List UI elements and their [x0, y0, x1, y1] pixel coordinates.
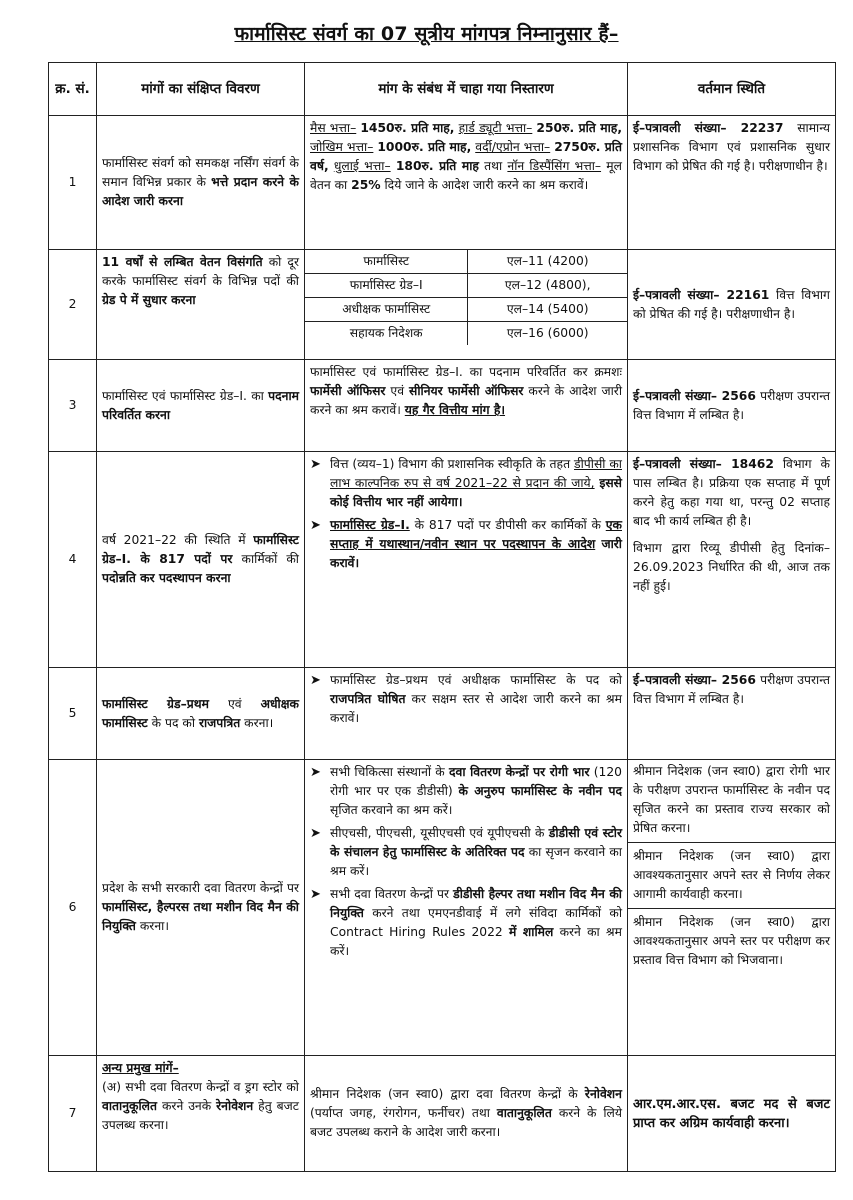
resolution-text: दिये जाने के आदेश जारी करने का श्रम करावें।	[384, 178, 589, 192]
allowance-amount: 25%	[351, 178, 381, 192]
resolution-emphasis: डीपीसी का लाभ काल्पनिक रुप से वर्ष 2021–22 से प्रदान की जाये,	[330, 457, 622, 490]
status-text: वित्त विभाग को प्रेषित की गई है। परीक्षणाधीन है।	[633, 287, 830, 321]
row-resolution	[305, 1056, 628, 1172]
grade-row	[305, 322, 627, 346]
resolution-text: सभी चिकित्सा संस्थानों के	[330, 765, 445, 779]
demand-highlight: भत्ते प्रदान करने के आदेश जारी करना	[102, 175, 299, 208]
status-label: ई–पत्रावली संख्या– 2566	[633, 388, 756, 403]
list-item	[310, 763, 622, 820]
table-header-row	[49, 63, 836, 116]
table-row	[49, 360, 836, 452]
grade-post: सहायक निदेशक	[305, 322, 468, 346]
resolution-text: सीएचसी, पीएचसी, यूसीएचसी एवं यूपीएचसी के	[330, 826, 545, 840]
resolution-text: फार्मासिस्ट ग्रेड–प्रथम एवं अधीक्षक फार्मासिस्ट के पद को	[330, 673, 622, 687]
resolution-text: वित्त (व्यय–1) विभाग की प्रशासनिक स्वीकृति के तहत	[330, 457, 571, 471]
status-label: ई–पत्रावली संख्या– 22237	[633, 121, 784, 135]
row-demand	[97, 1056, 305, 1172]
grade-level: एल–14 (5400)	[468, 298, 627, 322]
resolution-list	[310, 671, 622, 728]
header-sn: क्र. सं.	[49, 63, 97, 116]
row-sn: 7	[49, 1056, 97, 1172]
grade-post: अधीक्षक फार्मासिस्ट	[305, 298, 468, 322]
allowance-name: जोखिम भत्ता–	[310, 140, 374, 154]
arrow-bullet-icon: ➤	[310, 887, 321, 902]
demand-highlight: 11 वर्षों से लम्बित वेतन विसंगति	[102, 255, 263, 269]
resolution-text: एवं	[390, 384, 405, 398]
allowance-name: हार्ड ड्यूटी भत्ता–	[458, 121, 533, 135]
arrow-bullet-icon: ➤	[310, 826, 321, 841]
grade-row	[305, 274, 627, 298]
row-demand	[97, 668, 305, 760]
row-demand	[97, 250, 305, 360]
allowance-name: नॉन डिस्पैंसिंग भत्ता–	[507, 159, 602, 173]
resolution-highlight: के अनुरुप फार्मासिस्ट के नवीन पद	[458, 784, 622, 798]
row-resolution	[305, 668, 628, 760]
status-text: परीक्षण उपरान्त वित्त विभाग में लम्बित है।	[633, 673, 830, 706]
table-row	[49, 452, 836, 668]
resolution-text: का सृजन करवाने का श्रम करें।	[330, 845, 622, 878]
status-text: विभाग द्वारा रिव्यू डीपीसी हेतु दिनांक–26.09.2023 निर्धारित की थी, आज तक नहीं हुई।	[633, 541, 830, 593]
resolution-text: सभी दवा वितरण केन्द्रों पर	[330, 887, 450, 901]
demand-highlight: पदोन्नति कर पदस्थापन करना	[102, 571, 231, 585]
row-resolution	[305, 452, 628, 668]
row-resolution	[305, 250, 628, 360]
row-demand	[97, 760, 305, 1056]
row-sn: 4	[49, 452, 97, 668]
status-text: विभाग के पास लम्बित है। प्रक्रिया एक सप्ताह में पूर्ण करने हेतु कहा गया था, परन्तु 02 सप्ताह बाद भी कार्य लम्बित ही है।	[633, 457, 830, 528]
non-financial-note: यह गैर वित्तीय मांग है।	[404, 403, 506, 417]
resolution-highlight: दवा वितरण केन्द्रों पर रोगी भार	[448, 765, 590, 779]
grade-post: फार्मासिस्ट	[305, 250, 468, 274]
resolution-highlight: में शामिल	[508, 925, 554, 939]
resolution-list	[310, 763, 622, 961]
row-status	[628, 668, 836, 760]
row-resolution	[305, 360, 628, 452]
row-status	[628, 452, 836, 668]
divider	[628, 908, 835, 909]
table-row	[49, 116, 836, 250]
status-text: श्रीमान निदेशक (जन स्वा0) द्वारा आवश्यकतानुसार अपने स्तर से निर्णय लेकर आगामी कार्यवाही करना।	[633, 849, 830, 901]
header-status: वर्तमान स्थिति	[628, 63, 836, 116]
arrow-bullet-icon: ➤	[310, 673, 321, 688]
resolution-highlight: डीडीसी एवं स्टोर के संचालन हेतु फार्मासिस्ट के अतिरिक्त पद	[330, 826, 622, 859]
resolution-text: करने का श्रम करें।	[330, 925, 622, 958]
row-resolution	[305, 116, 628, 250]
table-row	[49, 250, 836, 360]
resolution-list	[310, 455, 622, 573]
grade-level: एल–12 (4800),	[468, 274, 627, 298]
status-text: आर.एम.आर.एस. बजट मद से बजट प्राप्त कर अग्रिम कार्यवाही करना।	[633, 1096, 830, 1131]
allowance-amount: 2750रु. प्रति वर्ष,	[310, 140, 622, 173]
designation-new: सीनियर फार्मेसी ऑफिसर	[409, 384, 524, 398]
grade-pay-table	[305, 250, 627, 345]
resolution-highlight: इससे कोई वित्तीय भार नहीं आयेगा।	[330, 476, 622, 509]
designation-new: फार्मेसी ऑफिसर	[310, 384, 386, 398]
demand-text: के पद को	[151, 715, 196, 730]
demand-text: हेतु बजट उपलब्ध करना।	[102, 1099, 299, 1132]
demand-heading: अन्य प्रमुख मांगें–	[102, 1061, 179, 1075]
resolution-text: करने तथा एमएनडीवाई में लगे संविदा कार्मिकों को Contract Hiring Rules 2022	[330, 906, 622, 939]
status-text: श्रीमान निदेशक (जन स्वा0) द्वारा रोगी भार के परीक्षण उपरान्त फार्मासिस्ट के नवीन पद सृजित करने का प्रस्ताव राज्य सरकार को प्रेषित करना।	[633, 764, 830, 835]
row-demand	[97, 452, 305, 668]
resolution-text: के 817 पदों पर डीपीसी कर कार्मिकों के	[414, 518, 601, 532]
table-row	[49, 760, 836, 1056]
resolution-text: श्रीमान निदेशक (जन स्वा0) द्वारा दवा वितरण केन्द्रों के	[310, 1087, 578, 1101]
demand-highlight: रेनोवेशन	[216, 1099, 254, 1113]
allowance-name: वर्दी/एप्रोन भत्ता–	[475, 140, 551, 154]
demand-text: एवं	[227, 696, 242, 711]
list-item	[310, 824, 622, 881]
resolution-text: तथा	[484, 159, 503, 173]
demand-highlight: राजपत्रित	[198, 715, 241, 730]
status-text: सामान्य प्रशासनिक विभाग एवं प्रशासनिक सुधार विभाग को प्रेषित की गई है। परीक्षणाधीन है।	[633, 121, 830, 173]
table-row	[49, 1056, 836, 1172]
grade-level: एल–11 (4200)	[468, 250, 627, 274]
row-status	[628, 360, 836, 452]
demand-text: करना।	[139, 919, 170, 933]
list-item	[310, 516, 622, 573]
allowance-name: मैस भत्ता–	[310, 121, 357, 135]
table-row	[49, 668, 836, 760]
demands-table	[48, 62, 836, 1172]
demand-text: करना।	[244, 715, 274, 730]
row-demand	[97, 360, 305, 452]
allowance-amount: 1000रु. प्रति माह,	[377, 140, 472, 154]
resolution-text: फार्मासिस्ट एवं फार्मासिस्ट ग्रेड–I. का पदनाम परिवर्तित कर क्रमशः	[310, 365, 622, 379]
status-label: ई–पत्रावली संख्या– 2566	[633, 673, 756, 687]
demand-highlight: फार्मासिस्ट ग्रेड–प्रथम	[102, 696, 209, 711]
resolution-text: मूल वेतन का	[310, 159, 622, 192]
demand-highlight: फार्मासिस्ट, हैल्परस तथा मशीन विद मैन की नियुक्ति	[102, 900, 299, 933]
demand-text: करने उनके	[161, 1099, 212, 1113]
row-status	[628, 250, 836, 360]
allowance-amount: 250रु. प्रति माह,	[536, 121, 622, 135]
resolution-highlight: फार्मासिस्ट ग्रेड–I.	[330, 518, 410, 532]
row-status	[628, 760, 836, 1056]
status-block	[633, 455, 830, 531]
resolution-text: सृजित करवाने का श्रम करें।	[330, 803, 453, 817]
demand-highlight: वातानुकूलित	[102, 1099, 158, 1113]
row-sn: 3	[49, 360, 97, 452]
status-label: ई–पत्रावली संख्या– 22161	[633, 287, 770, 302]
row-sn: 6	[49, 760, 97, 1056]
list-item	[310, 885, 622, 961]
demand-highlight: ग्रेड पे में सुधार करना	[102, 293, 196, 307]
resolution-text: (पर्याप्त जगह, रंगरोगन, फर्नीचर) तथा	[310, 1106, 490, 1120]
row-resolution	[305, 760, 628, 1056]
list-item	[310, 671, 622, 728]
header-resolution: मांग के संबंध में चाहा गया निस्तारण	[305, 63, 628, 116]
header-demand: मांगों का संक्षिप्त विवरण	[97, 63, 305, 116]
demand-highlight: पदनाम परिवर्तित करना	[102, 388, 299, 422]
status-label: ई–पत्रावली संख्या– 18462	[633, 457, 774, 471]
arrow-bullet-icon: ➤	[310, 518, 321, 533]
allowance-amount: 1450रु. प्रति माह,	[360, 121, 455, 135]
arrow-bullet-icon: ➤	[310, 765, 321, 780]
demand-highlight: अधीक्षक फार्मासिस्ट	[102, 696, 299, 730]
list-item	[310, 455, 622, 512]
resolution-text: कर सक्षम स्तर से आदेश जारी करने का श्रम करावें।	[330, 692, 622, 725]
grade-level: एल–16 (6000)	[468, 322, 627, 346]
row-sn: 5	[49, 668, 97, 760]
demand-text: फार्मासिस्ट संवर्ग को समकक्ष नर्सिंग संवर्ग के समान विभिन्न प्रकार के	[102, 156, 299, 189]
divider	[628, 842, 835, 843]
demand-text: वर्ष 2021–22 की स्थिति में	[102, 533, 246, 547]
arrow-bullet-icon: ➤	[310, 457, 321, 472]
grade-post: फार्मासिस्ट ग्रेड–I	[305, 274, 468, 298]
resolution-text: (120 रोगी भार पर एक डीडीसी)	[330, 765, 623, 798]
resolution-text: करने के लिये बजट उपलब्ध कराने के आदेश जारी करना।	[310, 1106, 622, 1139]
demand-text: को दूर करके फार्मासिस्ट संवर्ग के विभिन्न पदों की	[102, 255, 299, 288]
demand-text: प्रदेश के सभी सरकारी दवा वितरण केन्द्रों पर	[102, 881, 299, 895]
demand-text: फार्मासिस्ट एवं फार्मासिस्ट ग्रेड–I. का	[102, 388, 264, 403]
resolution-highlight: वातानुकूलित	[496, 1106, 552, 1120]
grade-row	[305, 298, 627, 322]
resolution-highlight: रेनोवेशन	[584, 1087, 622, 1101]
row-demand	[97, 116, 305, 250]
resolution-highlight: राजपत्रित घोषित	[330, 692, 406, 706]
resolution-highlight: डीडीसी हैल्पर तथा मशीन विद मैन की नियुक्ति	[330, 887, 622, 920]
row-status	[628, 116, 836, 250]
resolution-text: करने के आदेश जारी करने का श्रम करावें।	[310, 384, 623, 417]
resolution-highlight: एक सप्ताह में यथास्थान/नवीन स्थान पर पदस्थापन के आदेश	[330, 518, 622, 551]
resolution-highlight: जारी करावें।	[330, 537, 622, 570]
row-sn: 2	[49, 250, 97, 360]
allowance-amount: 180रु. प्रति माह	[395, 159, 479, 173]
demand-text: कार्मिकों की	[241, 552, 299, 566]
grade-row	[305, 250, 627, 274]
row-sn: 1	[49, 116, 97, 250]
page-title: फार्मासिस्ट संवर्ग का 07 सूत्रीय मांगपत्र निम्नानुसार हैं–	[234, 23, 619, 45]
allowance-name: धुलाई भत्ता–	[333, 159, 391, 173]
status-text: श्रीमान निदेशक (जन स्वा0) द्वारा आवश्यकतानुसार अपने स्तर पर परीक्षण कर प्रस्ताव वित्त विभाग को भिजवाना।	[633, 915, 830, 967]
row-status	[628, 1056, 836, 1172]
demand-highlight: फार्मासिस्ट ग्रेड–I. के 817 पदों पर	[102, 533, 299, 566]
demand-text: (अ) सभी दवा वितरण केन्द्रों व ड्रग स्टोर को	[102, 1080, 299, 1094]
status-text: परीक्षण उपरान्त वित्त विभाग में लम्बित है।	[633, 388, 830, 422]
